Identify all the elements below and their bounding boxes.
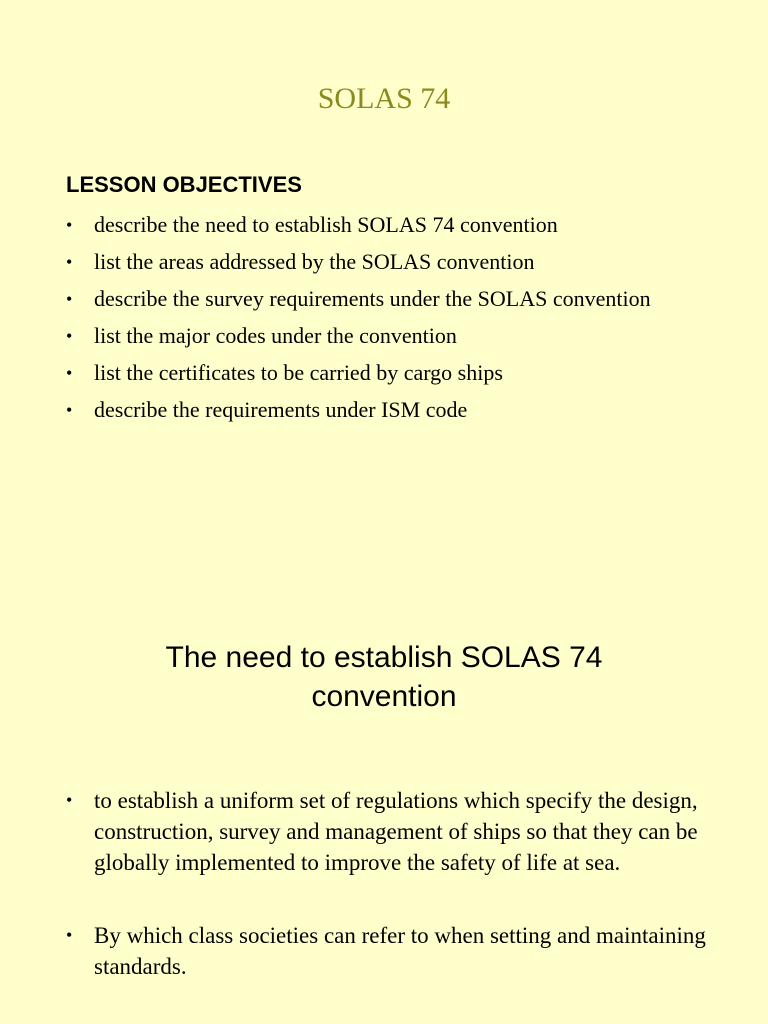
need-point-item	[66, 920, 706, 982]
section-heading-line-1: The need to establish SOLAS 74	[165, 641, 603, 674]
bullet-icon: •	[66, 326, 73, 346]
objective-text: describe the requirements under ISM code	[94, 397, 468, 422]
need-point-item	[66, 785, 706, 878]
objective-item	[66, 284, 706, 314]
objective-text: describe the need to establish SOLAS 74 convention	[94, 212, 558, 237]
objective-item	[66, 321, 706, 351]
section-heading	[0, 638, 768, 716]
objective-text: list the major codes under the convention	[94, 323, 457, 348]
bullet-icon: •	[66, 363, 73, 383]
objective-item	[66, 247, 706, 277]
objective-text: describe the survey requirements under the SOLAS convention	[94, 286, 651, 311]
lesson-objectives-heading: LESSON OBJECTIVES	[66, 172, 302, 197]
bullet-icon: •	[66, 252, 73, 272]
need-point-text: By which class societies can refer to when setting and maintaining standards.	[94, 923, 706, 979]
slide-title: SOLAS 74	[317, 82, 451, 115]
objective-text: list the areas addressed by the SOLAS convention	[94, 249, 535, 274]
section-heading-line-2: convention	[311, 680, 457, 713]
objectives-list	[66, 210, 706, 432]
bullet-icon: •	[66, 289, 73, 309]
objective-item	[66, 395, 706, 425]
bullet-icon: •	[66, 400, 73, 420]
objective-item	[66, 210, 706, 240]
objective-item	[66, 358, 706, 388]
bullet-icon: •	[66, 790, 73, 810]
bullet-icon: •	[66, 925, 73, 945]
bullet-icon: •	[66, 215, 73, 235]
need-point-text: to establish a uniform set of regulations which specify the design, construction, survey and management of ships so that they can be globally implemented to improve the safety of life at sea.	[94, 788, 698, 875]
need-points-list	[66, 785, 706, 1024]
objective-text: list the certificates to be carried by cargo ships	[94, 360, 503, 385]
